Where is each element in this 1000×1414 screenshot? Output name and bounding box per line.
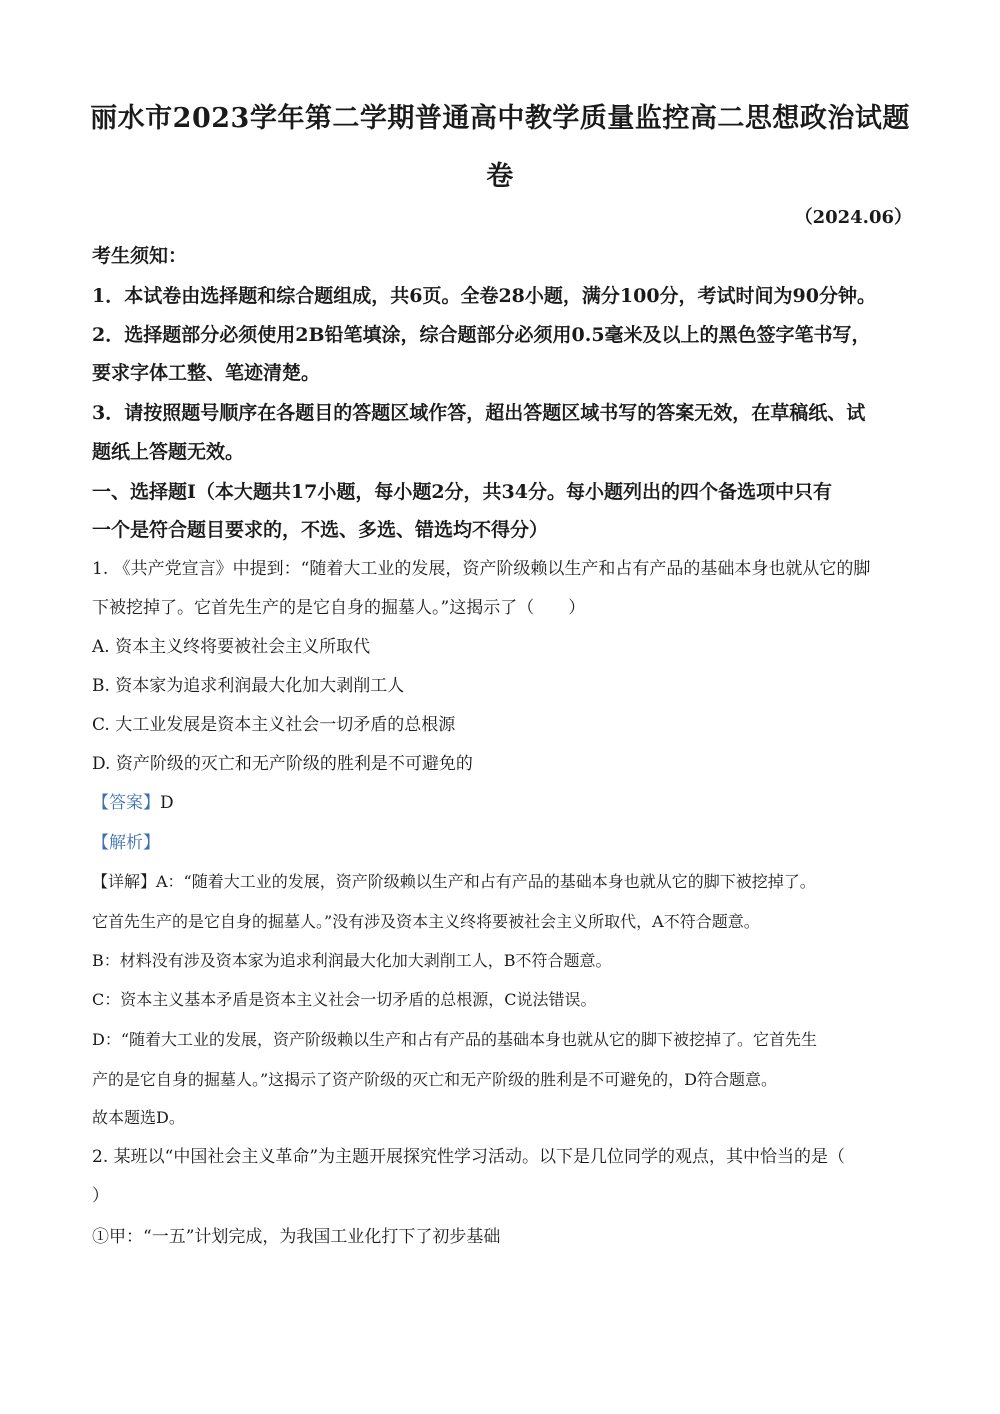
- notice-item-1: 1．本试卷由选择题和综合题组成，共6页。全卷28小题，满分100分，考试时间为90分钟。: [92, 285, 876, 307]
- q1-analysis-tag: 【解析】: [92, 833, 160, 853]
- notice-item-2-line-2: 要求字体工整、笔迹清楚。: [92, 362, 321, 384]
- q2-stem-line-1: 2. 某班以“中国社会主义革命”为主题开展探究性学习活动。以下是几位同学的观点，其中恰当的是（: [92, 1147, 846, 1167]
- section-heading-line-1: 一、选择题Ⅰ（本大题共17小题，每小题2分，共34分。每小题列出的四个备选项中只有: [92, 481, 832, 503]
- answer-tag: 【答案】: [92, 793, 160, 813]
- q1-detail-d-line-1: D：“随着大工业的发展，资产阶级赖以生产和占有产品的基础本身也就从它的脚下被挖掉了。它首先生: [92, 1030, 818, 1049]
- title-line-1: 丽水市2023学年第二学期普通高中教学质量监控高二思想政治试题: [90, 103, 910, 134]
- q1-answer: [92, 788, 922, 818]
- q2-stem-line-2: ）: [92, 1186, 109, 1206]
- answer-value: D: [160, 793, 174, 813]
- section-heading-line-2: 一个是符合题目要求的，不选、多选、错选均不得分）: [92, 519, 549, 541]
- q1-option-d: D. 资产阶级的灭亡和无产阶级的胜利是不可避免的: [92, 754, 473, 774]
- q1-detail-line-1: 【详解】A：“随着大工业的发展，资产阶级赖以生产和占有产品的基础本身也就从它的脚下被挖掉了。: [92, 872, 816, 891]
- q1-detail-b: B：材料没有涉及资本家为追求利润最大化加大剥削工人，B不符合题意。: [92, 951, 612, 970]
- notice-item-2-line-1: 2．选择题部分必须使用2B铅笔填涂，综合题部分必须用0.5毫米及以上的黑色签字笔书写，: [92, 324, 871, 346]
- q1-option-c: C. 大工业发展是资本主义社会一切矛盾的总根源: [92, 715, 456, 735]
- q1-stem-line-2: 下被挖掉了。它首先生产的是它自身的掘墓人。”这揭示了（ ）: [92, 598, 586, 618]
- title-line-2: 卷: [486, 161, 514, 192]
- q2-item-1: ①甲：“一五”计划完成，为我国工业化打下了初步基础: [92, 1227, 501, 1247]
- q1-detail-c: C：资本主义基本矛盾是资本主义社会一切矛盾的总根源，C说法错误。: [92, 990, 597, 1009]
- notice-item-3-line-2: 题纸上答题无效。: [92, 441, 245, 463]
- q1-detail-line-2: 它首先生产的是它自身的掘墓人。”没有涉及资本主义终将要被社会主义所取代，A不符合题意。: [92, 912, 760, 931]
- q1-conclusion: 故本题选D。: [92, 1108, 185, 1127]
- exam-title: [90, 90, 910, 206]
- q1-detail-d-line-2: 产的是它自身的掘墓人。”这揭示了资产阶级的灭亡和无产阶级的胜利是不可避免的，D符合题意。: [92, 1070, 778, 1089]
- notice-heading: 考生须知：: [92, 245, 188, 267]
- notice-item-3-line-1: 3．请按照题号顺序在各题目的答题区域作答，超出答题区域书写的答案无效，在草稿纸、试: [92, 402, 866, 424]
- q1-stem-line-1: 1. 《共产党宣言》中提到：“随着大工业的发展，资产阶级赖以生产和占有产品的基础本身也就从它的脚: [92, 559, 871, 579]
- exam-date: （2024.06）: [794, 207, 912, 228]
- q1-option-a: A. 资本主义终将要被社会主义所取代: [92, 637, 371, 657]
- q1-option-b: B. 资本家为追求利润最大化加大剥削工人: [92, 676, 405, 696]
